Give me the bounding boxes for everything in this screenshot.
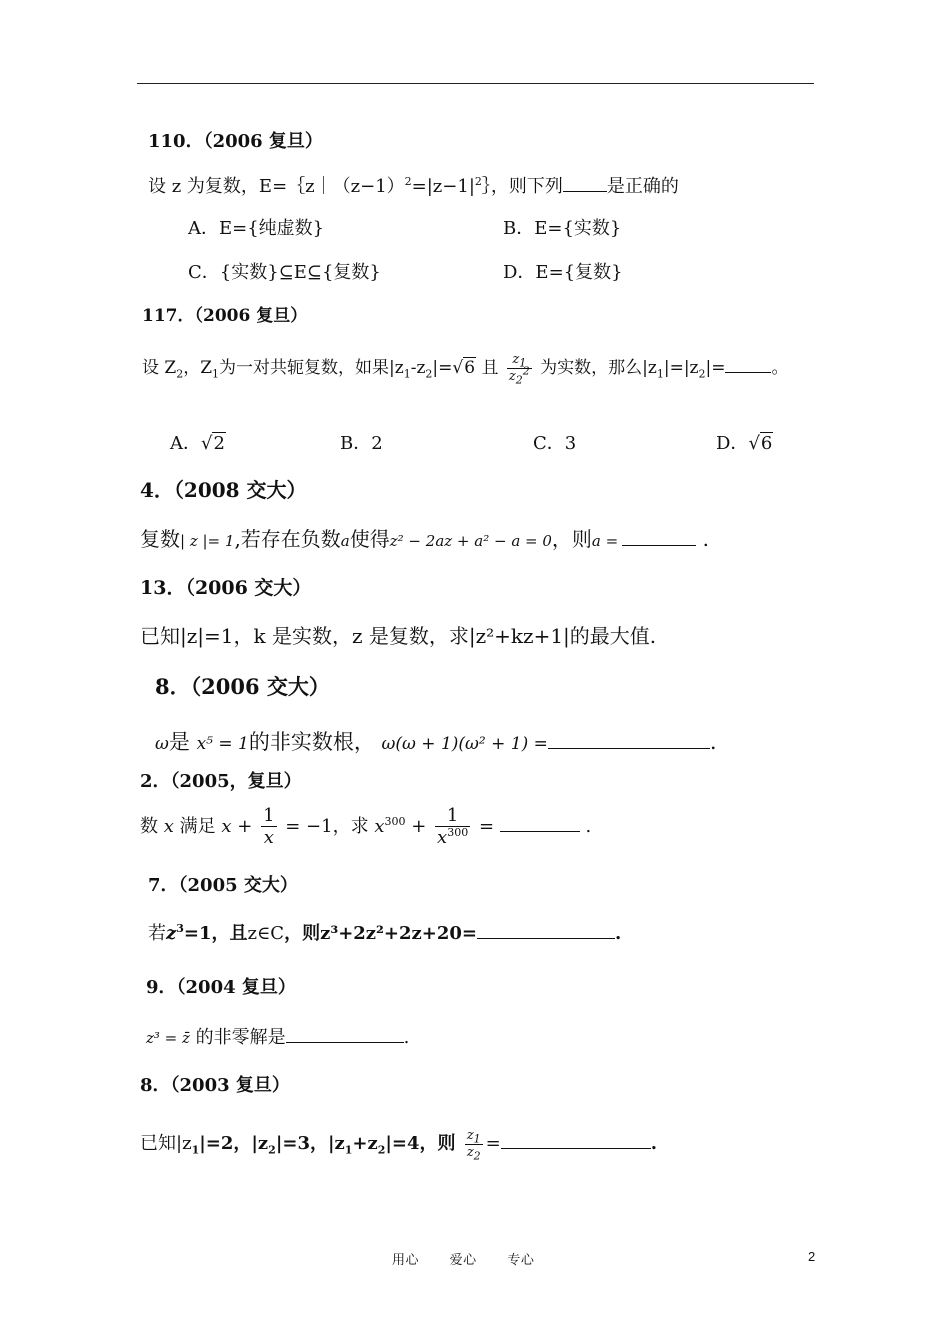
- q117-part: 为一对共轭复数，如果|z: [219, 358, 404, 378]
- answer-blank[interactable]: [563, 173, 607, 192]
- frac-var: z: [466, 1127, 474, 1143]
- fraction-numerator: 1: [435, 806, 470, 827]
- question-8-2003-heading: 8．（2003 复旦）: [140, 1075, 290, 1096]
- q8b-sub: 2: [377, 1143, 386, 1157]
- q7-sup: 3: [176, 922, 184, 935]
- q8b-sub: 1: [344, 1143, 353, 1157]
- q110-sup: 2: [474, 175, 482, 188]
- q8b-part: +z: [352, 1133, 378, 1154]
- question-2-heading: 2．（2005，复旦）: [140, 771, 302, 792]
- frac-sub: 1: [473, 1132, 481, 1146]
- q110-stem-part: =|z−1|: [411, 176, 475, 197]
- q8a-math: ω(ω + 1)(ω² + 1) =: [381, 734, 548, 754]
- q117-part: -z: [410, 358, 426, 378]
- q8a-part: 的非实数根，: [248, 730, 375, 754]
- fraction: [435, 806, 470, 849]
- fraction-denominator: [507, 364, 532, 387]
- q7-part: .: [614, 923, 622, 944]
- q9-math: z³ = z̄: [146, 1029, 190, 1047]
- q2-part: 数: [140, 816, 158, 837]
- page-footer: [392, 1249, 560, 1268]
- q117-sub: 2: [176, 367, 184, 381]
- q110-option-b: B．E={实数}: [503, 218, 622, 239]
- sqrt-radicand: 6: [760, 433, 773, 454]
- q2-math: x +: [221, 816, 253, 837]
- sqrt-symbol: √6: [748, 433, 773, 454]
- q110-option-d: D．E={复数}: [503, 262, 623, 283]
- footer-word: 用心: [392, 1253, 420, 1268]
- q117-sub: 1: [656, 367, 664, 381]
- question-4-stem: [140, 527, 709, 553]
- q9-part: 的非零解是: [195, 1027, 286, 1048]
- q8b-part: |=3，|z: [275, 1133, 345, 1154]
- q2-part: 满足: [179, 816, 216, 837]
- q117-part: 且: [481, 358, 499, 378]
- sqrt-radicand: 6: [464, 358, 476, 378]
- fraction-numerator: [465, 1128, 483, 1145]
- header-rule: [137, 83, 814, 84]
- footer-word: 专心: [507, 1253, 535, 1268]
- q7-math: z∈C: [247, 923, 285, 944]
- q8b-part: |=2，|z: [199, 1133, 269, 1154]
- q110-stem-part: 是正确的: [606, 176, 679, 197]
- q2-sup: 300: [384, 815, 406, 828]
- q8a-math: x⁵ = 1: [196, 734, 249, 754]
- q117-part: 。: [771, 358, 789, 378]
- q8b-part: =: [485, 1133, 501, 1154]
- q2-part: +: [411, 816, 427, 837]
- frac-sup: 2: [522, 364, 530, 378]
- frac-var: z: [466, 1144, 474, 1160]
- question-117-heading: 117．（2006 复旦）: [142, 306, 308, 326]
- frac-sub: 2: [515, 373, 523, 387]
- q4-math: a: [340, 532, 350, 550]
- q7-part: ，则: [284, 923, 321, 944]
- q4-part: ,若存在负数: [234, 527, 341, 551]
- footer-word: 爱心: [449, 1253, 477, 1268]
- fraction: [261, 806, 276, 849]
- frac-sub: 2: [473, 1149, 481, 1163]
- q2-math: x: [374, 816, 385, 837]
- frac-var: z: [512, 352, 520, 367]
- question-110-heading: 110．（2006 复旦）: [148, 131, 323, 152]
- question-8-2006-stem: [155, 730, 717, 756]
- sqrt-symbol: √2: [201, 433, 225, 454]
- q117-option-b: B．2: [340, 433, 383, 454]
- q4-math: | z |= 1: [180, 532, 235, 550]
- q117-sub: 1: [212, 367, 220, 381]
- q110-stem-part: ｝，则下列: [481, 176, 563, 197]
- option-label: A．: [170, 433, 201, 454]
- q4-part: ，则: [551, 527, 592, 551]
- answer-blank[interactable]: [477, 920, 615, 939]
- q8a-part: .: [709, 730, 717, 754]
- q4-part: 使得: [349, 527, 390, 551]
- q117-part: ，Z: [183, 358, 213, 378]
- q4-math: a =: [591, 532, 619, 550]
- answer-blank[interactable]: [501, 1130, 651, 1149]
- q7-part: 若: [148, 923, 166, 944]
- q2-part: =: [478, 816, 495, 837]
- question-7-stem: [148, 920, 621, 946]
- q4-part: .: [702, 527, 709, 551]
- q117-part: 设 Z: [142, 358, 177, 378]
- question-8-2006-heading: 8．（2006 交大）: [155, 674, 330, 699]
- q117-sub: 2: [698, 367, 706, 381]
- frac-var: x: [437, 826, 448, 848]
- answer-blank[interactable]: [286, 1024, 404, 1043]
- q7-math: z³+2z²+2z+20=: [320, 923, 477, 944]
- q110-stem-part: 设 z 为复数，E=｛z｜（z−1）: [148, 176, 405, 197]
- question-9-heading: 9．（2004 复旦）: [146, 977, 296, 998]
- q8b-part: |=4，则: [385, 1133, 456, 1154]
- question-117-stem: [142, 346, 788, 390]
- q117-sub: 2: [425, 367, 433, 381]
- question-9-stem: [146, 1024, 409, 1050]
- q4-part: 复数: [140, 527, 180, 551]
- q7-part: =1，且: [183, 923, 248, 944]
- q9-part: .: [403, 1027, 410, 1048]
- q8b-sub: 2: [268, 1143, 276, 1157]
- fraction: [465, 1128, 483, 1161]
- question-13-stem: 已知|z|=1，k 是实数，z 是复数，求|z²+kz+1|的最大值.: [140, 624, 657, 648]
- question-4-heading: 4．（2008 交大）: [140, 478, 307, 502]
- q117-sub: 1: [403, 367, 411, 381]
- sqrt-radicand: 2: [213, 433, 225, 454]
- q4-math: z² − 2az + a² − a = 0: [389, 532, 552, 550]
- sqrt-symbol: √6: [452, 358, 476, 378]
- question-7-heading: 7．（2005 交大）: [148, 875, 298, 896]
- fraction: [507, 352, 532, 385]
- frac-var: z: [508, 369, 516, 384]
- answer-blank[interactable]: [500, 813, 580, 832]
- q117-part: |=: [432, 358, 453, 378]
- question-8-2003-stem: [140, 1122, 657, 1166]
- q110-option-c: C．{实数}⊆E⊆{复数}: [188, 262, 381, 283]
- q117-part: |=: [705, 358, 726, 378]
- q2-part: = −1，求: [285, 816, 369, 837]
- q8b-part: 已知|z: [140, 1133, 192, 1154]
- q117-option-c: C．3: [533, 433, 577, 454]
- q117-option-d: [716, 432, 773, 456]
- q8a-part: 是: [168, 730, 190, 754]
- fraction-numerator: 1: [263, 804, 275, 826]
- q8b-part: .: [650, 1133, 658, 1154]
- frac-sup: 300: [447, 825, 469, 839]
- q117-part: |=|z: [663, 358, 699, 378]
- answer-blank[interactable]: [548, 730, 710, 749]
- q117-option-a: [170, 432, 226, 456]
- fraction-denominator: [435, 827, 470, 849]
- q110-option-a: A．E={纯虚数}: [188, 218, 325, 239]
- q110-sup: 2: [404, 175, 412, 188]
- q8a-math: ω: [155, 734, 169, 754]
- question-2-stem: [140, 805, 591, 849]
- frac-sub: 1: [519, 356, 527, 370]
- q2-part: .: [585, 816, 592, 837]
- q8b-sub: 1: [191, 1143, 200, 1157]
- answer-blank[interactable]: [725, 354, 771, 373]
- answer-blank[interactable]: [622, 527, 696, 546]
- q2-math: x: [163, 816, 174, 837]
- q7-math: z: [166, 923, 177, 944]
- question-13-heading: 13．（2006 交大）: [140, 577, 312, 599]
- option-label: D．: [716, 433, 749, 454]
- fraction-denominator: [465, 1145, 483, 1161]
- page-number: 2: [808, 1249, 816, 1264]
- question-110-stem: [148, 173, 679, 199]
- q117-part: 为实数，那么|z: [540, 358, 657, 378]
- fraction-denominator: x: [263, 826, 274, 848]
